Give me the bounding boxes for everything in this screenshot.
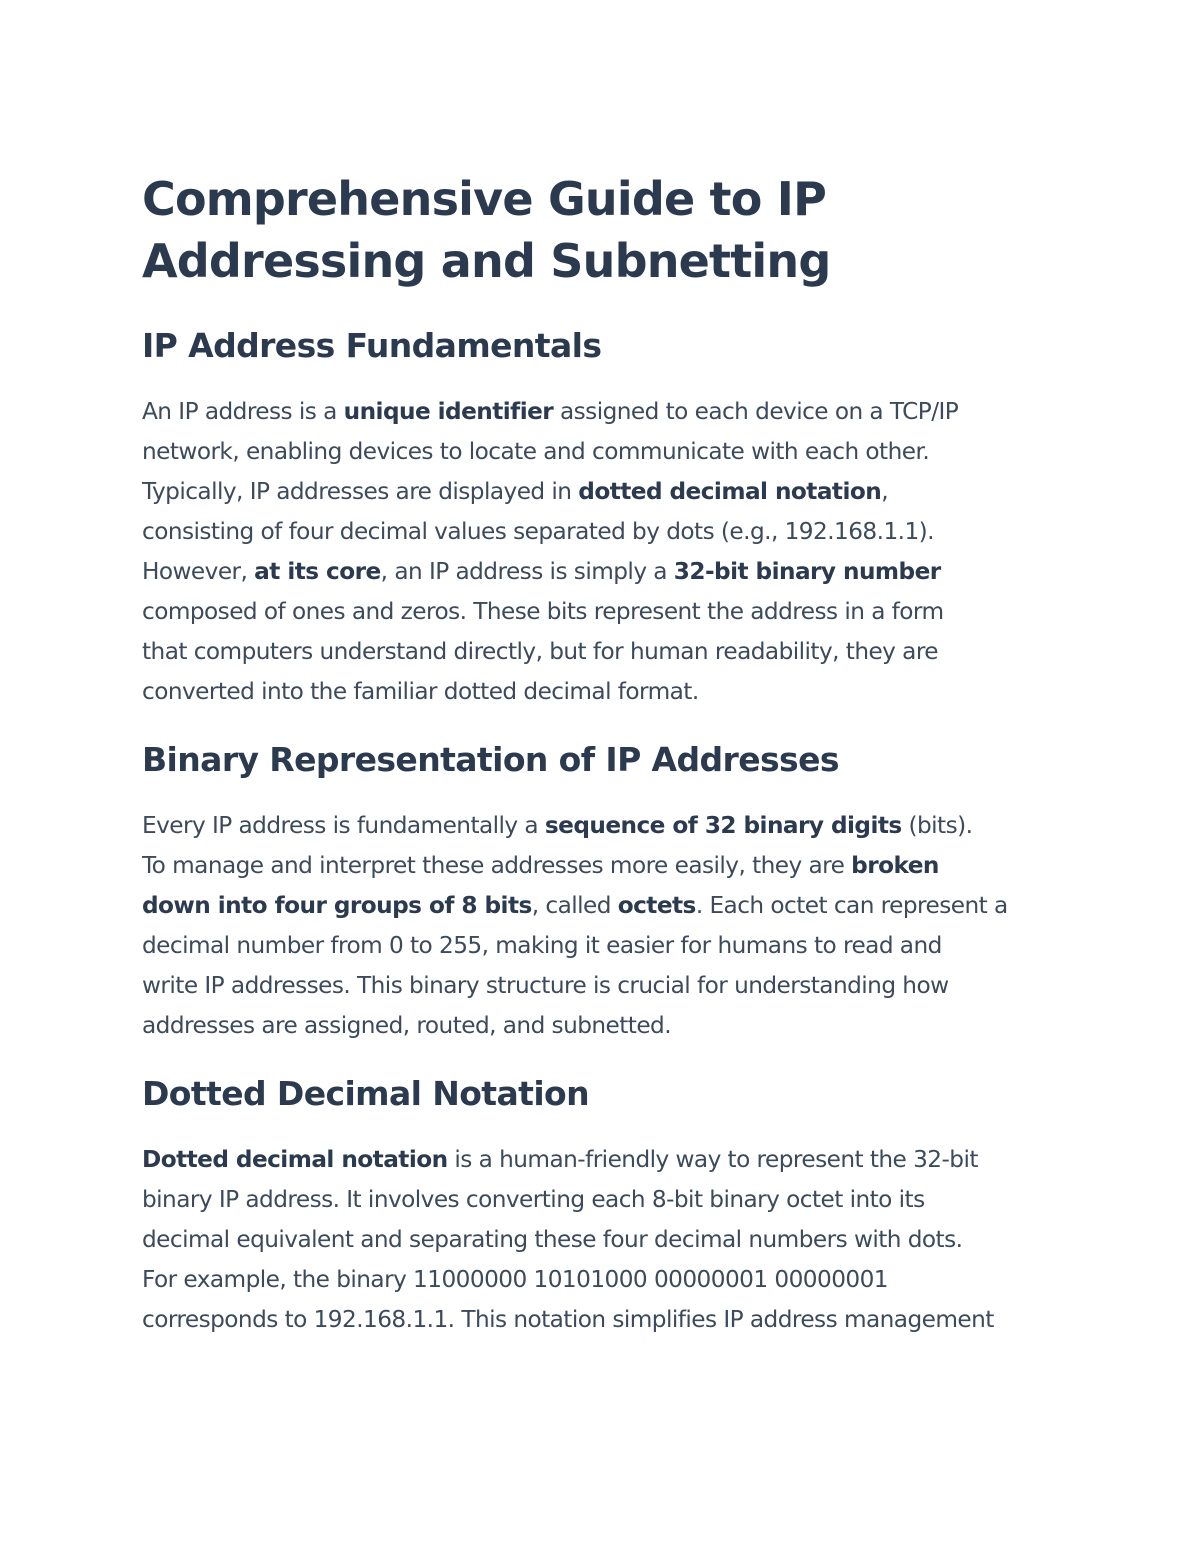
section-paragraph-binary-representation [142,806,1062,1046]
text-line: converted into the familiar dotted decimal format. [142,678,699,705]
bold-term: Dotted decimal notation [142,1146,448,1173]
text-line: consisting of four decimal values separated by dots (e.g., 192.168.1.1). [142,518,934,545]
text-run: An IP address is a [142,398,344,425]
text-run: Typically, IP addresses are displayed in [142,478,579,505]
text-run: , [881,478,889,505]
text-run: (bits). [901,812,973,839]
section-heading-binary-representation: Binary Representation of IP Addresses [142,740,839,779]
text-line [142,552,1062,592]
page-title: Comprehensive Guide to IP Addressing and Subnetting [142,172,831,288]
text-line [142,392,1062,432]
text-line: write IP addresses. This binary structure is crucial for understanding how [142,972,949,999]
text-line: corresponds to 192.168.1.1. This notation simplifies IP address management [142,1306,994,1333]
bold-term: 32-bit binary number [673,558,941,585]
text-line: network, enabling devices to locate and communicate with each other. [142,438,930,465]
text-line: addresses are assigned, routed, and subnetted. [142,1012,672,1039]
text-run: However, [142,558,255,585]
text-line: For example, the binary 11000000 10101000 00000001 00000001 [142,1266,889,1293]
text-line: binary IP address. It involves converting each 8-bit binary octet into its [142,1186,925,1213]
text-run: , an IP address is simply a [380,558,674,585]
text-line [142,846,1062,886]
bold-term: octets [617,892,696,919]
text-line [142,886,1062,926]
text-line [142,1140,1062,1180]
bold-term: dotted decimal notation [578,478,882,505]
text-line: decimal equivalent and separating these four decimal numbers with dots. [142,1226,963,1253]
document-page [142,168,1062,1340]
text-run: . Each octet can represent a [695,892,1008,919]
section-paragraph-ip-fundamentals [142,392,1062,712]
text-line [142,472,1062,512]
text-run: assigned to each device on a TCP/IP [553,398,959,425]
text-line: that computers understand directly, but for human readability, they are [142,638,939,665]
text-line: decimal number from 0 to 255, making it easier for humans to read and [142,932,942,959]
bold-term: down into four groups of 8 bits [142,892,532,919]
section-paragraph-dotted-decimal [142,1140,1062,1340]
text-run: , called [531,892,618,919]
bold-term: at its core [254,558,381,585]
text-line [142,806,1062,846]
bold-term: broken [851,852,939,879]
bold-term: unique identifier [343,398,554,425]
text-run: is a human-friendly way to represent the 32-bit [447,1146,978,1173]
text-run: Every IP address is fundamentally a [142,812,545,839]
text-run: To manage and interpret these addresses more easily, they are [142,852,852,879]
text-line: composed of ones and zeros. These bits represent the address in a form [142,598,944,625]
section-heading-ip-fundamentals: IP Address Fundamentals [142,326,602,365]
bold-term: sequence of 32 binary digits [544,812,902,839]
section-heading-dotted-decimal: Dotted Decimal Notation [142,1074,589,1113]
